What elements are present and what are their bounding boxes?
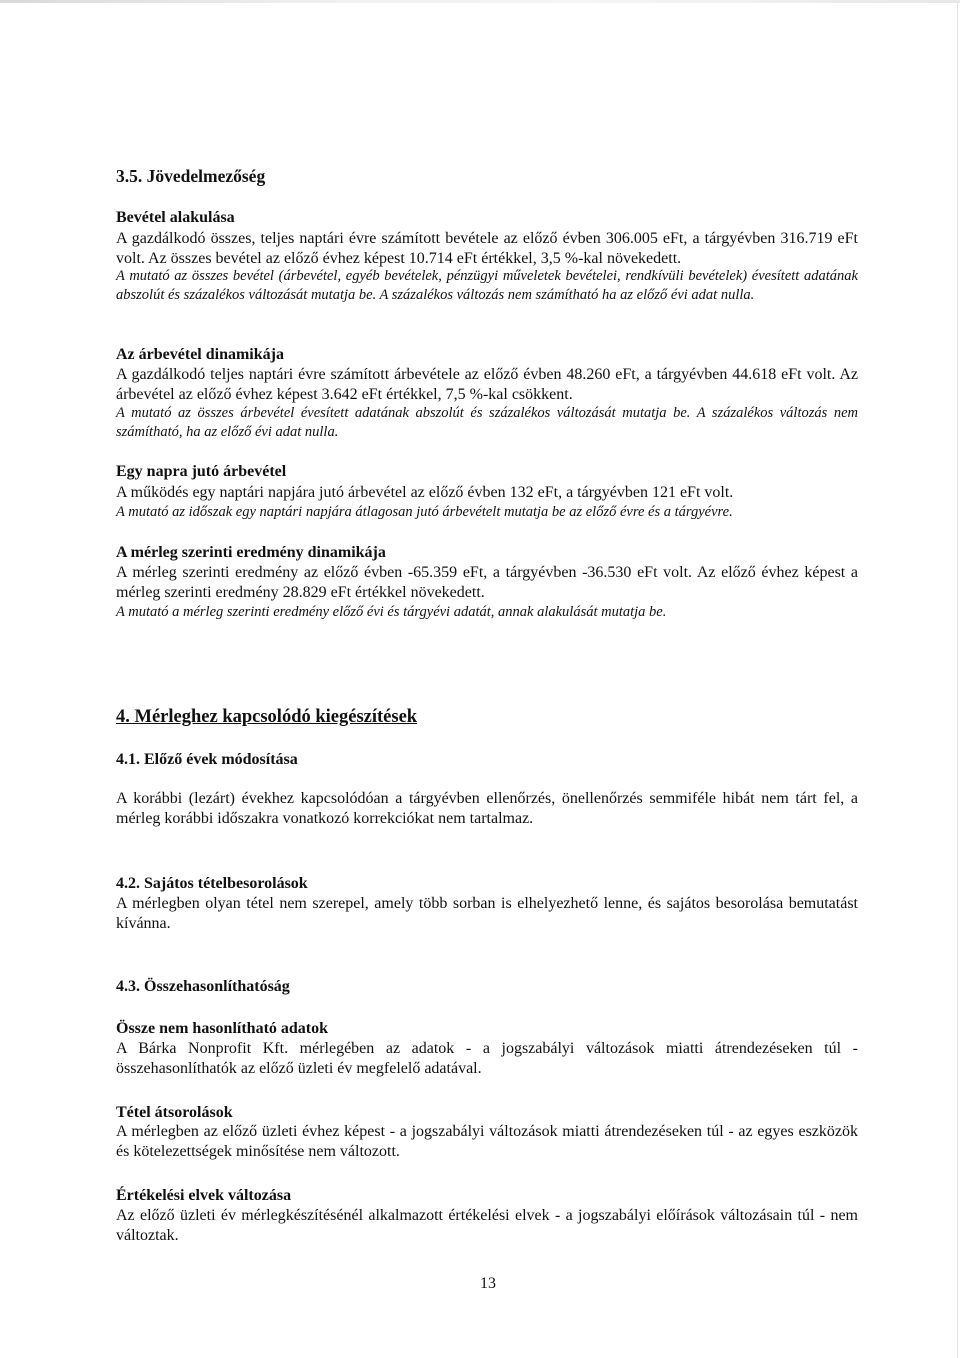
arbevetel-dinamikaja-note: A mutató az összes árbevétel évesített adatának abszolút és százalékos változását mutatja be. A százalékos változás nem számítható, ha az előző évi adat nulla.: [116, 405, 858, 440]
section-heading-merleghez-kapcsolodo: 4. Mérleghez kapcsolódó kiegészítések: [116, 707, 418, 727]
sajatos-tetelbesorolasok-text: A mérlegben olyan tétel nem szerepel, amely több sorban is elhelyezhető lenne, és sajátos besorolása bemutatást kívánna.: [116, 895, 858, 932]
subheading-merleg-szerinti-eredmeny: A mérleg szerinti eredmény dinamikája: [116, 544, 386, 561]
bevetel-alakulasa-note: A mutató az összes bevétel (árbevétel, egyéb bevételek, pénzügyi műveletek bevételei, rendkívüli bevételek) évesített adatának abszolút és százalékos változását mutatja be. A százalékos változás nem számítható ha az előző évi adat nulla.: [116, 268, 858, 303]
egy-napra-juto-text: A működés egy naptári napjára jutó árbevétel az előző évben 132 eFt, a tárgyévben 121 eFt volt.: [116, 484, 734, 501]
ertekelesi-elvek-text: Az előző üzleti év mérlegkészítésénél alkalmazott értékelési elvek - a jogszabályi előírások változásain túl - nem változtak.: [116, 1207, 858, 1244]
tetel-atsorolasok-text: A mérlegben az előző üzleti évhez képest - a jogszabályi változások miatti átrendezéseken túl - az egyes eszközök és kötelezettségek minősítése nem változott.: [116, 1123, 858, 1160]
subheading-egy-napra-juto-arbevetel: Egy napra jutó árbevétel: [116, 463, 287, 480]
page-number: 13: [480, 1275, 496, 1292]
ossze-nem-hasonlithato-text: A Bárka Nonprofit Kft. mérlegében az adatok - a jogszabályi változások miatti átrendezéseken túl - összehasonlíthatók az előző üzleti év megfelelő adatával.: [116, 1040, 858, 1077]
subheading-ertekelesi-elvek: Értékelési elvek változása: [116, 1187, 292, 1204]
subheading-sajatos-tetelbesorolasok: 4.2. Sajátos tételbesorolások: [116, 875, 308, 892]
bevetel-alakulasa-text: A gazdálkodó összes, teljes naptári évre számított bevétele az előző évben 306.005 eFt, a tárgyévben 316.719 eFt volt. Az összes bevétel az előző évhez képest 10.714 eFt értékkel, 3,5 %-kal növekedett.: [116, 230, 858, 267]
egy-napra-juto-note: A mutató az időszak egy naptári napjára átlagosan jutó árbevételt mutatja be az előző évre és a tárgyévre.: [116, 504, 733, 520]
elozo-evek-modositasa-text: A korábbi (lezárt) évekhez kapcsolódóan a tárgyévben ellenőrzés, önellenőrzés semmiféle hibát nem tárt fel, a mérleg korábbi időszakra vonatkozó korrekciókat nem tartalmaz.: [116, 790, 858, 827]
subheading-bevetel-alakulasa: Bevétel alakulása: [116, 209, 235, 226]
scan-right-edge: [957, 0, 958, 1358]
scan-top-edge: [0, 0, 960, 3]
section-heading-jovedelmezoseg: 3.5. Jövedelmezőség: [116, 166, 266, 186]
subheading-arbevetel-dinamikaja: Az árbevétel dinamikája: [116, 346, 284, 363]
merleg-szerinti-eredmeny-text: A mérleg szerinti eredmény az előző évben -65.359 eFt, a tárgyévben -36.530 eFt volt. Az előző évhez képest a mérleg szerinti eredmény 28.829 eFt értékkel növekedett.: [116, 564, 858, 601]
subheading-elozo-evek-modositasa: 4.1. Előző évek módosítása: [116, 751, 298, 768]
merleg-szerinti-eredmeny-note: A mutató a mérleg szerinti eredmény előző évi és tárgyévi adatát, annak alakulását mutatja be.: [116, 604, 667, 620]
subheading-tetel-atsorolasok: Tétel átsorolások: [116, 1104, 233, 1121]
subheading-ossze-nem-hasonlithato: Össze nem hasonlítható adatok: [116, 1020, 329, 1037]
subheading-osszehasonlithatosag: 4.3. Összehasonlíthatóság: [116, 978, 290, 995]
arbevetel-dinamikaja-text: A gazdálkodó teljes naptári évre számított árbevétele az előző évben 48.260 eFt, a tárgyévben 44.618 eFt volt. Az árbevétel az előző évhez képest 3.642 eFt értékkel, 7,5 %-kal csökkent.: [116, 366, 858, 403]
